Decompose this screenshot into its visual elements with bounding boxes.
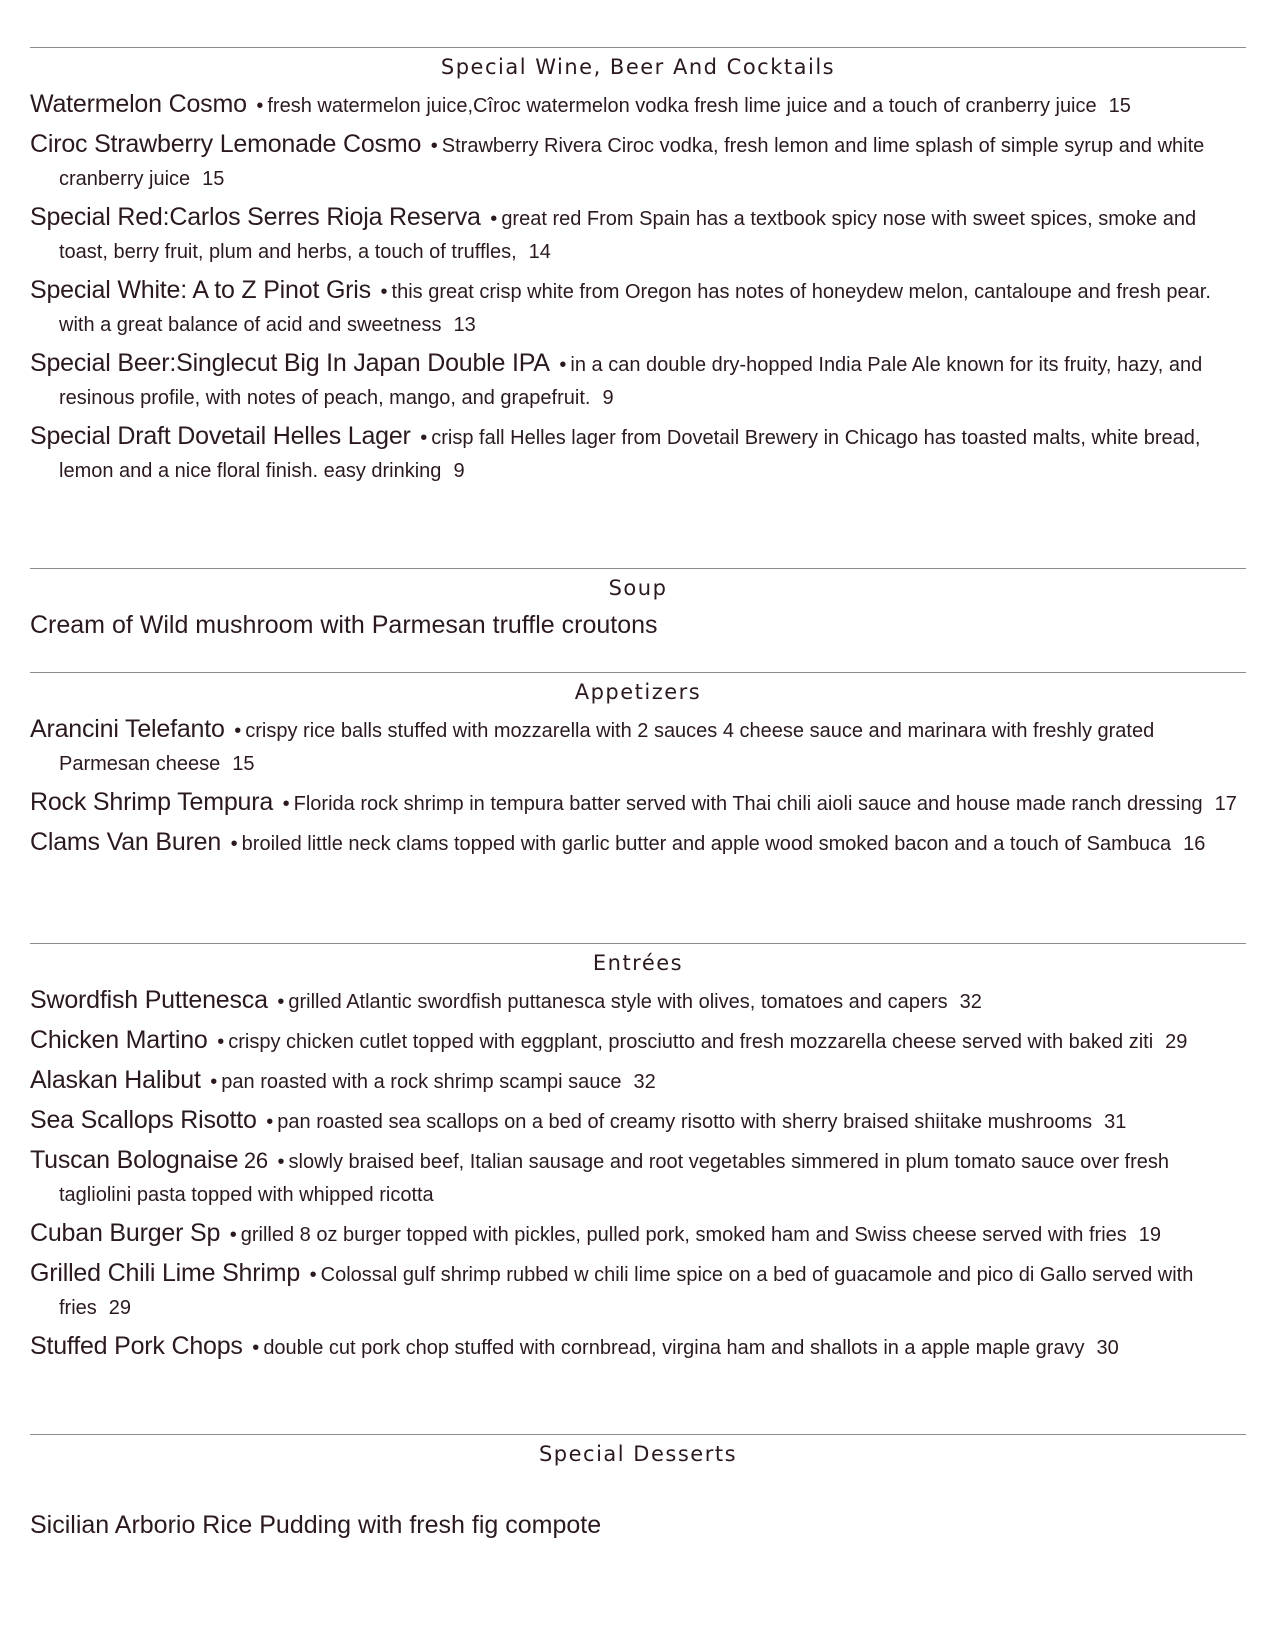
item-description: great red From Spain has a textbook spicy nose with sweet spices, smoke and toast, berry fruit, plum and herbs, a touch of truffles, bbox=[59, 208, 1197, 263]
item-description: crispy rice balls stuffed with mozzarella with 2 sauces 4 cheese sauce and marinara with freshly grated Parmesan cheese bbox=[59, 720, 1155, 775]
item-price: 15 bbox=[1108, 95, 1131, 117]
item-description: double cut pork chop stuffed with cornbread, virgina ham and shallots in a apple maple gravy bbox=[263, 1337, 1085, 1359]
item-price: 13 bbox=[453, 314, 476, 336]
section-title: Appetizers bbox=[574, 680, 702, 704]
bullet-separator: • bbox=[210, 1071, 218, 1093]
bullet-separator: • bbox=[420, 427, 428, 449]
section-divider bbox=[30, 568, 1246, 569]
item-name: Grilled Chili Lime Shrimp bbox=[30, 1259, 301, 1287]
section-drinks bbox=[30, 47, 1246, 568]
bullet-separator: • bbox=[230, 833, 238, 855]
item-price: 32 bbox=[959, 991, 982, 1013]
item-name: Sea Scallops Risotto bbox=[30, 1106, 257, 1134]
section-divider bbox=[30, 672, 1246, 673]
menu-item bbox=[30, 984, 1246, 1019]
menu-item bbox=[30, 713, 1246, 781]
menu-list bbox=[30, 984, 1246, 1365]
section-divider bbox=[30, 47, 1246, 48]
item-name: Watermelon Cosmo bbox=[30, 90, 247, 118]
menu-item bbox=[30, 88, 1246, 123]
item-price: 30 bbox=[1096, 1337, 1119, 1359]
section-appetizers bbox=[30, 672, 1246, 943]
section-title: Soup bbox=[608, 576, 668, 600]
section-divider bbox=[30, 943, 1246, 944]
item-price: 14 bbox=[528, 241, 551, 263]
bullet-separator: • bbox=[559, 354, 567, 376]
section-divider bbox=[30, 1434, 1246, 1435]
item-name: Special Red:Carlos Serres Rioja Reserva bbox=[30, 203, 481, 231]
menu-item bbox=[30, 1024, 1246, 1059]
bullet-separator: • bbox=[282, 793, 290, 815]
section-title: Entrées bbox=[592, 951, 684, 975]
menu-item bbox=[30, 420, 1246, 488]
item-name: Tuscan Bolognaise bbox=[30, 1146, 239, 1174]
dessert-special: Sicilian Arborio Rice Pudding with fresh fig compote bbox=[30, 1511, 602, 1539]
menu-list bbox=[30, 713, 1246, 861]
item-name: Clams Van Buren bbox=[30, 828, 222, 856]
menu-item bbox=[30, 1064, 1246, 1099]
item-description: Colossal gulf shrimp rubbed w chili lime spice on a bed of guacamole and pico di Gallo served with fries bbox=[59, 1264, 1194, 1319]
menu-item bbox=[30, 826, 1246, 861]
bullet-separator: • bbox=[277, 1151, 285, 1173]
menu-item bbox=[30, 201, 1246, 269]
bullet-separator: • bbox=[252, 1337, 260, 1359]
item-price: 29 bbox=[108, 1297, 132, 1319]
item-name: Special White: A to Z Pinot Gris bbox=[30, 276, 371, 304]
menu-item bbox=[30, 1257, 1246, 1325]
bullet-separator: • bbox=[256, 95, 264, 117]
section-entrees bbox=[30, 943, 1246, 1434]
item-price: 15 bbox=[202, 168, 225, 190]
bullet-separator: • bbox=[217, 1031, 225, 1053]
bullet-separator: • bbox=[490, 208, 498, 230]
item-price: 15 bbox=[232, 753, 255, 775]
item-price: 31 bbox=[1104, 1111, 1127, 1133]
bullet-separator: • bbox=[380, 281, 388, 303]
section-desserts bbox=[30, 1434, 1246, 1574]
menu-item bbox=[30, 274, 1246, 342]
item-description: slowly braised beef, Italian sausage and root vegetables simmered in plum tomato sauce over fresh tagliolini pasta topped with whipped ricotta bbox=[59, 1151, 1169, 1206]
item-description: crispy chicken cutlet topped with eggplant, prosciutto and fresh mozzarella cheese served with baked ziti bbox=[228, 1031, 1154, 1053]
item-description: pan roasted with a rock shrimp scampi sauce bbox=[221, 1071, 622, 1093]
item-description: pan roasted sea scallops on a bed of creamy risotto with sherry braised shiitake mushrooms bbox=[277, 1111, 1093, 1133]
menu-item bbox=[30, 347, 1246, 415]
menu-item bbox=[30, 1330, 1246, 1365]
item-name: Swordfish Puttenesca bbox=[30, 986, 268, 1014]
item-description: grilled Atlantic swordfish puttanesca style with olives, tomatoes and capers bbox=[288, 991, 948, 1013]
item-description: crisp fall Helles lager from Dovetail Brewery in Chicago has toasted malts, white bread, lemon and a nice floral finish. easy drinking bbox=[59, 427, 1201, 482]
item-name: Rock Shrimp Tempura bbox=[30, 788, 274, 816]
section-title: Special Desserts bbox=[538, 1442, 738, 1466]
item-name: Chicken Martino bbox=[30, 1026, 208, 1054]
bullet-separator: • bbox=[430, 135, 438, 157]
item-name: Cuban Burger Sp bbox=[30, 1219, 221, 1247]
item-name: Special Draft Dovetail Helles Lager bbox=[30, 422, 411, 450]
item-name: Ciroc Strawberry Lemonade Cosmo bbox=[30, 130, 422, 158]
item-price: 26 bbox=[243, 1148, 268, 1173]
bullet-separator: • bbox=[234, 720, 242, 742]
menu-list bbox=[30, 88, 1246, 488]
item-price: 17 bbox=[1214, 793, 1237, 815]
item-description: grilled 8 oz burger topped with pickles, pulled pork, smoked ham and Swiss cheese served with fries bbox=[240, 1224, 1127, 1246]
item-description: Strawberry Rivera Ciroc vodka, fresh lemon and lime splash of simple syrup and white cranberry juice bbox=[59, 135, 1205, 190]
bullet-separator: • bbox=[309, 1264, 317, 1286]
item-description: this great crisp white from Oregon has notes of honeydew melon, cantaloupe and fresh pear. with a great balance of acid and sweetness bbox=[59, 281, 1211, 336]
menu-item bbox=[30, 1104, 1246, 1139]
item-name: Alaskan Halibut bbox=[30, 1066, 201, 1094]
bullet-separator: • bbox=[277, 991, 285, 1013]
menu-item bbox=[30, 786, 1246, 821]
item-description: in a can double dry-hopped India Pale Ale known for its fruity, hazy, and resinous profile, with notes of peach, mango, and grapefruit. bbox=[59, 354, 1203, 409]
item-name: Special Beer:Singlecut Big In Japan Double IPA bbox=[30, 349, 550, 377]
section-title: Special Wine, Beer And Cocktails bbox=[440, 55, 836, 79]
item-price: 16 bbox=[1183, 833, 1206, 855]
menu-item bbox=[30, 1144, 1246, 1212]
item-price: 32 bbox=[633, 1071, 656, 1093]
item-name: Stuffed Pork Chops bbox=[30, 1332, 243, 1360]
item-name: Arancini Telefanto bbox=[30, 715, 225, 743]
item-description: fresh watermelon juice,Cîroc watermelon vodka fresh lime juice and a touch of cranberry juice bbox=[267, 95, 1097, 117]
item-price: 29 bbox=[1165, 1031, 1188, 1053]
bullet-separator: • bbox=[266, 1111, 274, 1133]
bullet-separator: • bbox=[229, 1224, 237, 1246]
item-price: 9 bbox=[453, 460, 465, 482]
item-price: 9 bbox=[602, 387, 614, 409]
menu-item bbox=[30, 1217, 1246, 1252]
section-soup bbox=[30, 568, 1246, 672]
menu-item bbox=[30, 128, 1246, 196]
item-description: Florida rock shrimp in tempura batter served with Thai chili aioli sauce and house made ranch dressing bbox=[293, 793, 1203, 815]
item-description: broiled little neck clams topped with garlic butter and apple wood smoked bacon and a touch of Sambuca bbox=[241, 833, 1172, 855]
item-price: 19 bbox=[1138, 1224, 1162, 1246]
menu-page bbox=[30, 47, 1246, 1574]
soup-of-the-day: Cream of Wild mushroom with Parmesan truffle croutons bbox=[30, 611, 658, 639]
